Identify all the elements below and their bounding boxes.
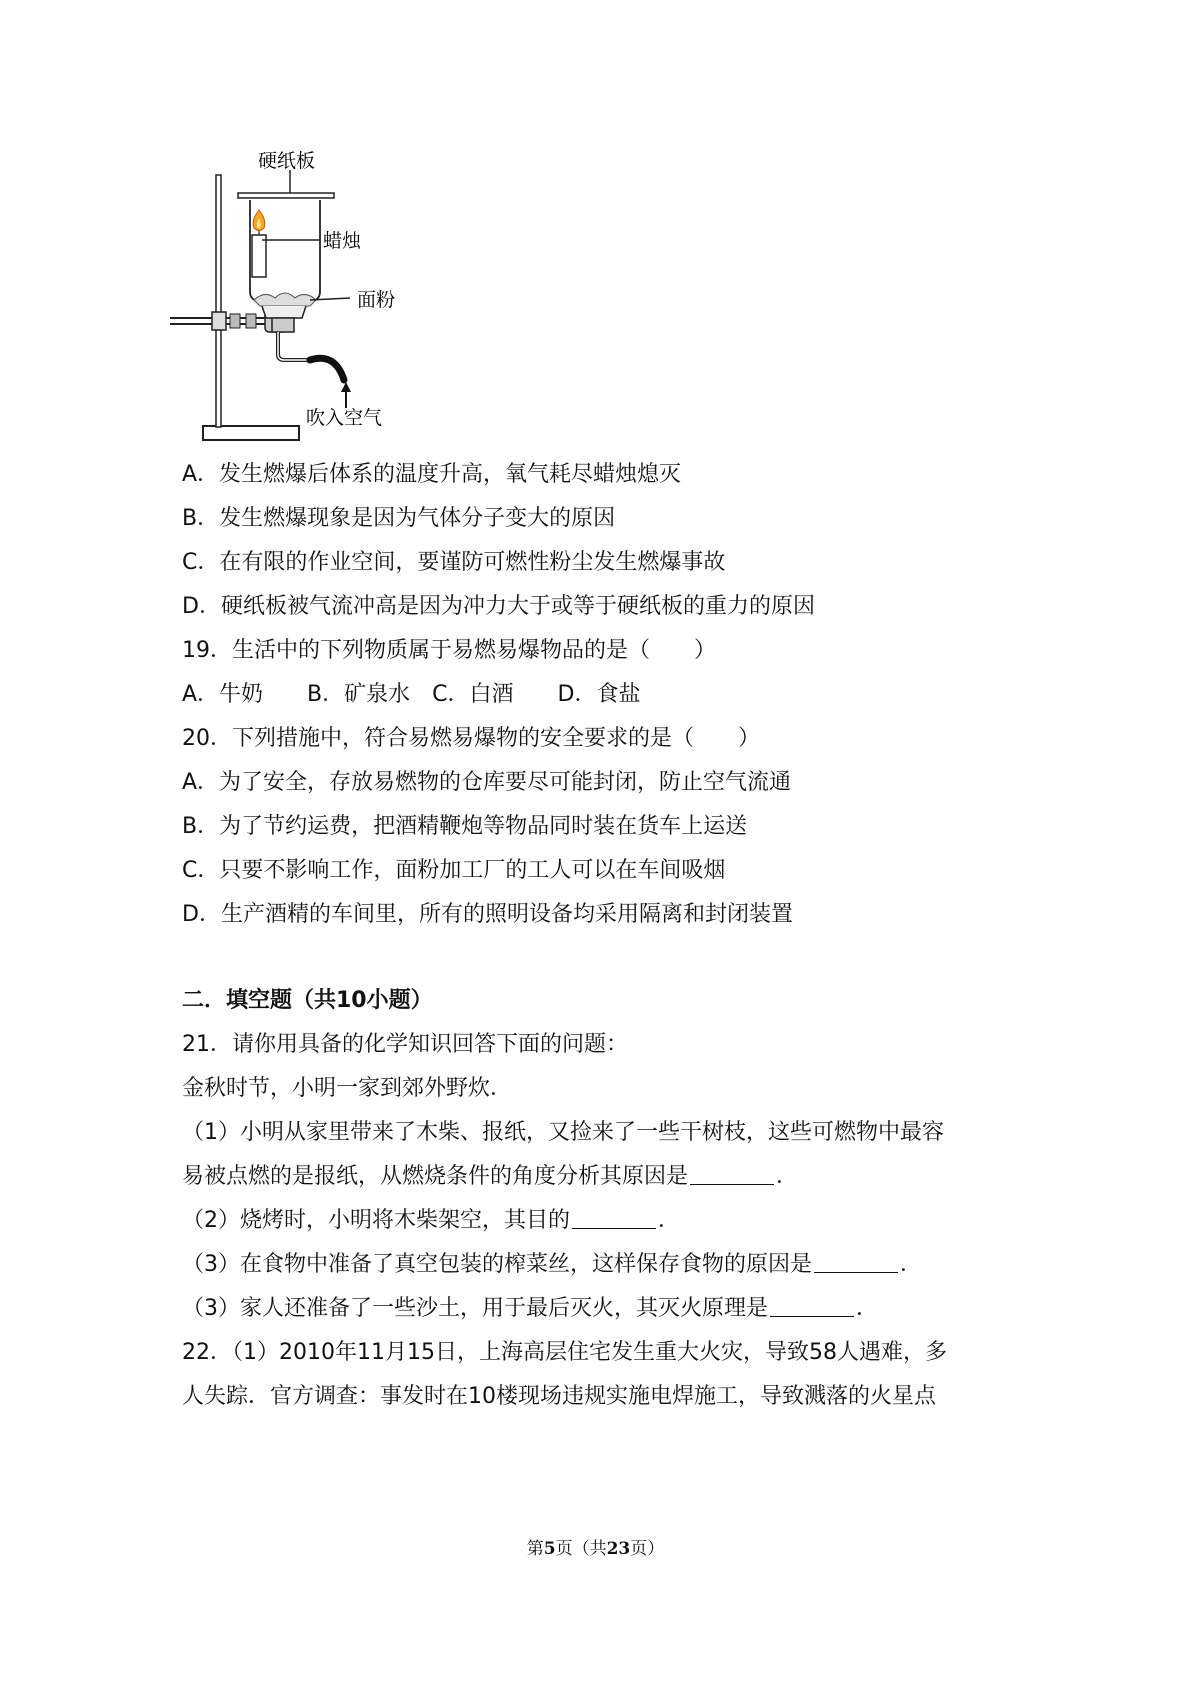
apparatus-figure [170, 140, 430, 460]
cardboard [238, 193, 334, 198]
q20-option-a: A．为了安全，存放易燃物的仓库要尽可能封闭，防止空气流通 [182, 770, 792, 795]
label-candle: 蜡烛 [323, 230, 362, 252]
label-air: 吹入空气 [306, 407, 383, 429]
q20-option-b: B．为了节约运费，把酒精鞭炮等物品同时装在货车上运送 [182, 814, 748, 839]
q21-part4-text: （3）家人还准备了一些沙土，用于最后灭火，其灭火原理是 [182, 1296, 768, 1321]
answer-blank [770, 1296, 854, 1317]
q18-option-b: B．发生燃爆现象是因为气体分子变大的原因 [182, 506, 616, 531]
q20-stem: 20．下列措施中，符合易燃易爆物的安全要求的是（ ） [182, 726, 760, 751]
q21-part1-line1: （1）小明从家里带来了木柴、报纸，又捡来了一些干树枝，这些可燃物中最容 [182, 1120, 944, 1145]
q21-part1-text: 易被点燃的是报纸，从燃烧条件的角度分析其原因是 [182, 1164, 689, 1189]
q19-stem: 19．生活中的下列物质属于易燃易爆物品的是（ ） [182, 638, 716, 663]
label-flour: 面粉 [357, 289, 396, 311]
stand-base [203, 426, 299, 440]
q22-line2: 人失踪．官方调查：事发时在10楼现场违规实施电焊施工，导致溅落的火星点 [182, 1384, 936, 1409]
q18-option-a: A．发生燃爆后体系的温度升高，氧气耗尽蜡烛熄灭 [182, 462, 682, 487]
q20-option-c: C．只要不影响工作，面粉加工厂的工人可以在车间吸烟 [182, 858, 726, 883]
page-number: 5 [543, 1539, 556, 1559]
q21-stem: 21．请你用具备的化学知识回答下面的问题： [182, 1032, 628, 1057]
q21-part1-line2: 易被点燃的是报纸，从燃烧条件的角度分析其原因是 ． [182, 1164, 799, 1189]
q18-option-d: D．硬纸板被气流冲高是因为冲力大于或等于硬纸板的重力的原因 [182, 594, 815, 619]
q19-options: A．牛奶 B．矿泉水 C．白酒 D．食盐 [182, 682, 641, 707]
q21-part4: （3）家人还准备了一些沙土，用于最后灭火，其灭火原理是 ． [182, 1296, 879, 1321]
page-total: 23 [606, 1539, 631, 1559]
q21-intro: 金秋时节，小明一家到郊外野炊． [182, 1076, 513, 1101]
q18-option-c: C．在有限的作业空间，要谨防可燃性粉尘发生燃爆事故 [182, 550, 726, 575]
q21-part2: （2）烧烤时，小明将木柴架空，其目的 ． [182, 1208, 681, 1233]
q21-part3: （3）在食物中准备了真空包装的榨菜丝，这样保存食物的原因是 ． [182, 1252, 923, 1277]
q21-part2-text: （2）烧烤时，小明将木柴架空，其目的 [182, 1208, 570, 1233]
answer-blank [572, 1208, 656, 1229]
q21-part3-text: （3）在食物中准备了真空包装的榨菜丝，这样保存食物的原因是 [182, 1252, 812, 1277]
stand-rod [216, 175, 221, 427]
page-footer: 第5页（共23页） [526, 1539, 665, 1559]
flour [254, 293, 316, 306]
answer-blank [814, 1252, 898, 1273]
section-title: 二．填空题（共10小题） [182, 988, 433, 1013]
rubber-tube [310, 358, 344, 380]
q20-option-d: D．生产酒精的车间里，所有的照明设备均采用隔离和封闭装置 [182, 902, 793, 927]
candle [252, 235, 266, 277]
answer-blank [690, 1164, 774, 1185]
air-arrow-icon [341, 382, 351, 392]
label-cardboard: 硬纸板 [258, 150, 316, 172]
q22-line1: 22．（1）2010年11月15日，上海高层住宅发生重大火灾，导致58人遇难，多 [182, 1340, 947, 1365]
